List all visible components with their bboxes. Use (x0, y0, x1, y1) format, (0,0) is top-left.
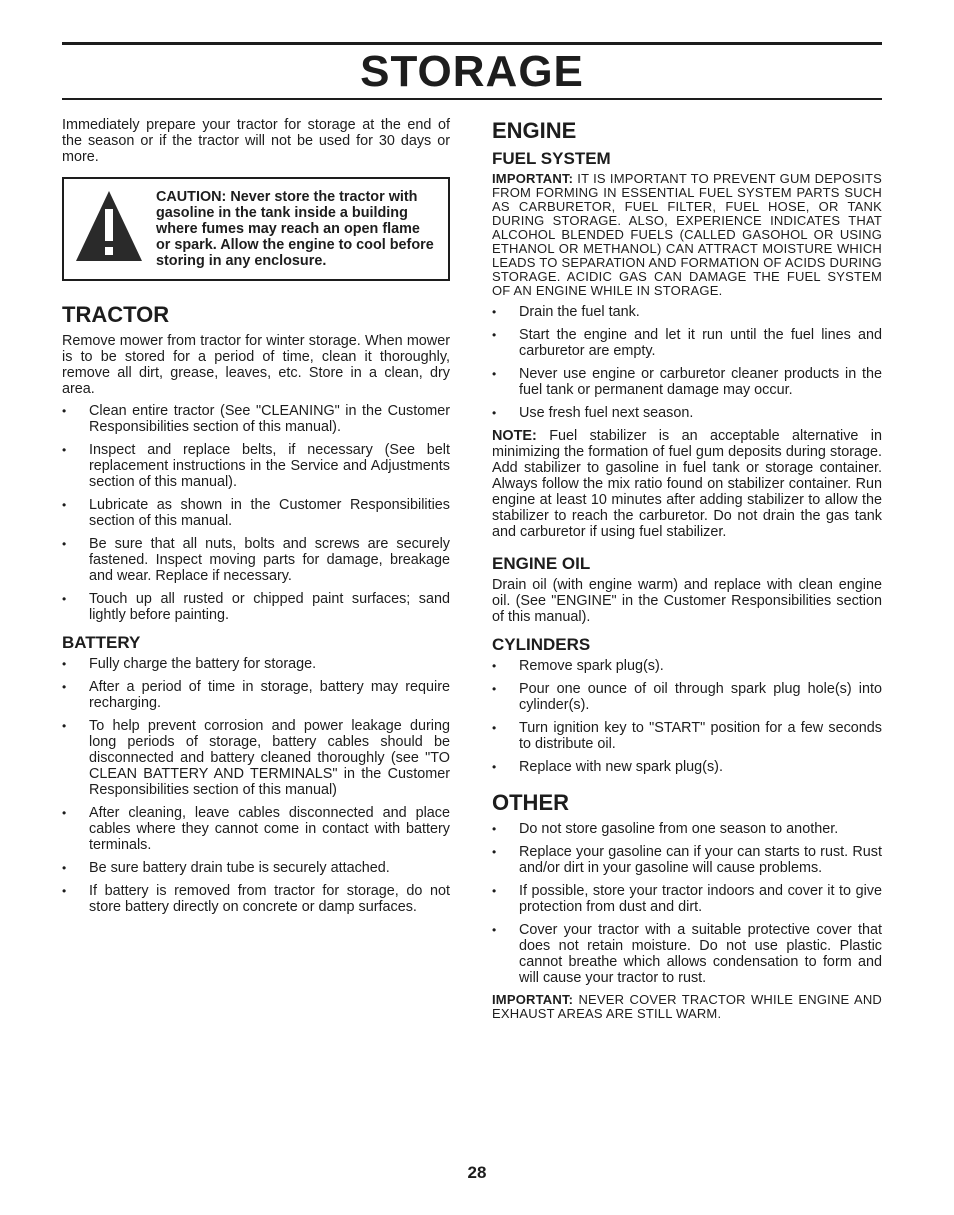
fuel-list (492, 304, 882, 421)
list-item: • Fully charge the battery for storage. (62, 656, 450, 672)
battery-list (62, 656, 450, 915)
other-heading: OTHER (492, 790, 569, 815)
battery-heading: BATTERY (62, 633, 141, 652)
list-item: • Remove spark plug(s). (492, 658, 882, 674)
intro-paragraph: Immediately prepare your tractor for storage at the end of the season or if the tractor will not be used for 30 days or more. (62, 117, 450, 165)
note-label: NOTE: (492, 428, 537, 444)
top-rule (62, 42, 882, 45)
tractor-paragraph: Remove mower from tractor for winter storage. When mower is to be stored for a period of time, clean it thoroughly, remove all dirt, grease, leaves, etc. Store in a clean, dry area. (62, 333, 450, 397)
list-item: • Clean entire tractor (See "CLEANING" in the Customer Responsibilities section of this manual). (62, 403, 450, 435)
list-item: • After a period of time in storage, battery may require recharging. (62, 679, 450, 711)
caution-text: CAUTION: Never store the tractor with gasoline in the tank inside a building where fumes may reach an open flame or spark. Allow the engine to cool before storing in any enclosure. (156, 189, 434, 269)
list-item: • If battery is removed from tractor for storage, do not store battery directly on concrete or damp surfaces. (62, 883, 450, 915)
right-column (492, 117, 882, 1027)
engine-oil-heading: ENGINE OIL (492, 554, 591, 573)
other-important-paragraph (492, 993, 882, 1021)
list-item: • Turn ignition key to "START" position for a few seconds to distribute oil. (492, 720, 882, 752)
tractor-heading: TRACTOR (62, 302, 170, 327)
list-item: • Inspect and replace belts, if necessary (See belt replacement instructions in the Service and Adjustments section of this manual). (62, 442, 450, 490)
list-item: • Lubricate as shown in the Customer Responsibilities section of this manual. (62, 497, 450, 529)
caution-box (62, 177, 450, 281)
other-list (492, 821, 882, 986)
note-text: Fuel stabilizer is an acceptable alternative in minimizing the formation of fuel gum deposits during storage. Add stabilizer to gasoline in fuel tank or storage container. Always follow the mix ratio found on stabilizer container. Run engine at least 10 minutes after adding stabilizer to allow the stabilizer to reach the carburetor. Do not drain the gas tank and carburetor if using fuel stabilizer. (492, 428, 882, 540)
cylinders-list (492, 658, 882, 775)
list-item: • Use fresh fuel next season. (492, 405, 882, 421)
important-text: NEVER COVER TRACTOR WHILE ENGINE AND EXHAUST AREAS ARE STILL WARM. (492, 992, 882, 1021)
list-item: • To help prevent corrosion and power leakage during long periods of storage, battery cables should be disconnected and battery cleaned thoroughly (see "TO CLEAN BATTERY AND TERMINALS" in the Customer Responsibilities section of this manual) (62, 718, 450, 798)
tractor-list (62, 403, 450, 623)
important-text: IT IS IMPORTANT TO PREVENT GUM DEPOSITS FROM FORMING IN ESSENTIAL FUEL SYSTEM PARTS SUCH AS CARBURETOR, FUEL FILTER, FUEL HOSE, OR TANK DURING STORAGE. ALSO, EXPERIENCE INDICATES THAT ALCOHOL BLENDED FUELS (CALLED GASOHOL OR USING ETHANOL OR METHANOL) CAN ATTRACT MOISTURE WHICH LEADS TO SEPARATION AND FORMATION OF ACIDS DURING STORAGE. ACIDIC GAS CAN DAMAGE THE FUEL SYSTEM OF AN ENGINE WHILE IN STORAGE. (492, 171, 882, 298)
important-label: IMPORTANT: (492, 171, 574, 186)
note-paragraph (492, 428, 882, 540)
fuel-important-paragraph (492, 172, 882, 298)
list-item: • Cover your tractor with a suitable protective cover that does not retain moisture. Do not use plastic. Plastic cannot breathe which allows condensation to form and will cause your tractor to rust. (492, 922, 882, 986)
page-number: 28 (467, 1163, 487, 1182)
left-column (62, 117, 450, 922)
list-item: • After cleaning, leave cables disconnected and place cables where they cannot come in contact with battery terminals. (62, 805, 450, 853)
engine-oil-paragraph: Drain oil (with engine warm) and replace with clean engine oil. (See "ENGINE" in the Customer Responsibilities section of this manual). (492, 577, 882, 625)
warning-icon (74, 189, 144, 263)
list-item: • Never use engine or carburetor cleaner products in the fuel tank or permanent damage may occur. (492, 366, 882, 398)
page-title: STORAGE (360, 47, 584, 96)
list-item: • Touch up all rusted or chipped paint surfaces; sand lightly before painting. (62, 591, 450, 623)
list-item: • Be sure battery drain tube is securely attached. (62, 860, 450, 876)
list-item: • Replace your gasoline can if your can starts to rust. Rust and/or dirt in your gasoline will cause problems. (492, 844, 882, 876)
important-label: IMPORTANT: (492, 992, 574, 1007)
engine-heading: ENGINE (492, 118, 577, 143)
cylinders-heading: CYLINDERS (492, 635, 591, 654)
list-item: • Pour one ounce of oil through spark plug hole(s) into cylinder(s). (492, 681, 882, 713)
fuel-system-heading: FUEL SYSTEM (492, 149, 611, 168)
page-header (62, 42, 882, 100)
list-item: • Do not store gasoline from one season to another. (492, 821, 882, 837)
list-item: • Replace with new spark plug(s). (492, 759, 882, 775)
list-item: • Be sure that all nuts, bolts and screws are securely fastened. Inspect moving parts for damage, breakage and wear. Replace if necessary. (62, 536, 450, 584)
list-item: • If possible, store your tractor indoors and cover it to give protection from dust and dirt. (492, 883, 882, 915)
list-item: • Start the engine and let it run until the fuel lines and carburetor are empty. (492, 327, 882, 359)
list-item: • Drain the fuel tank. (492, 304, 882, 320)
bottom-rule (62, 98, 882, 100)
